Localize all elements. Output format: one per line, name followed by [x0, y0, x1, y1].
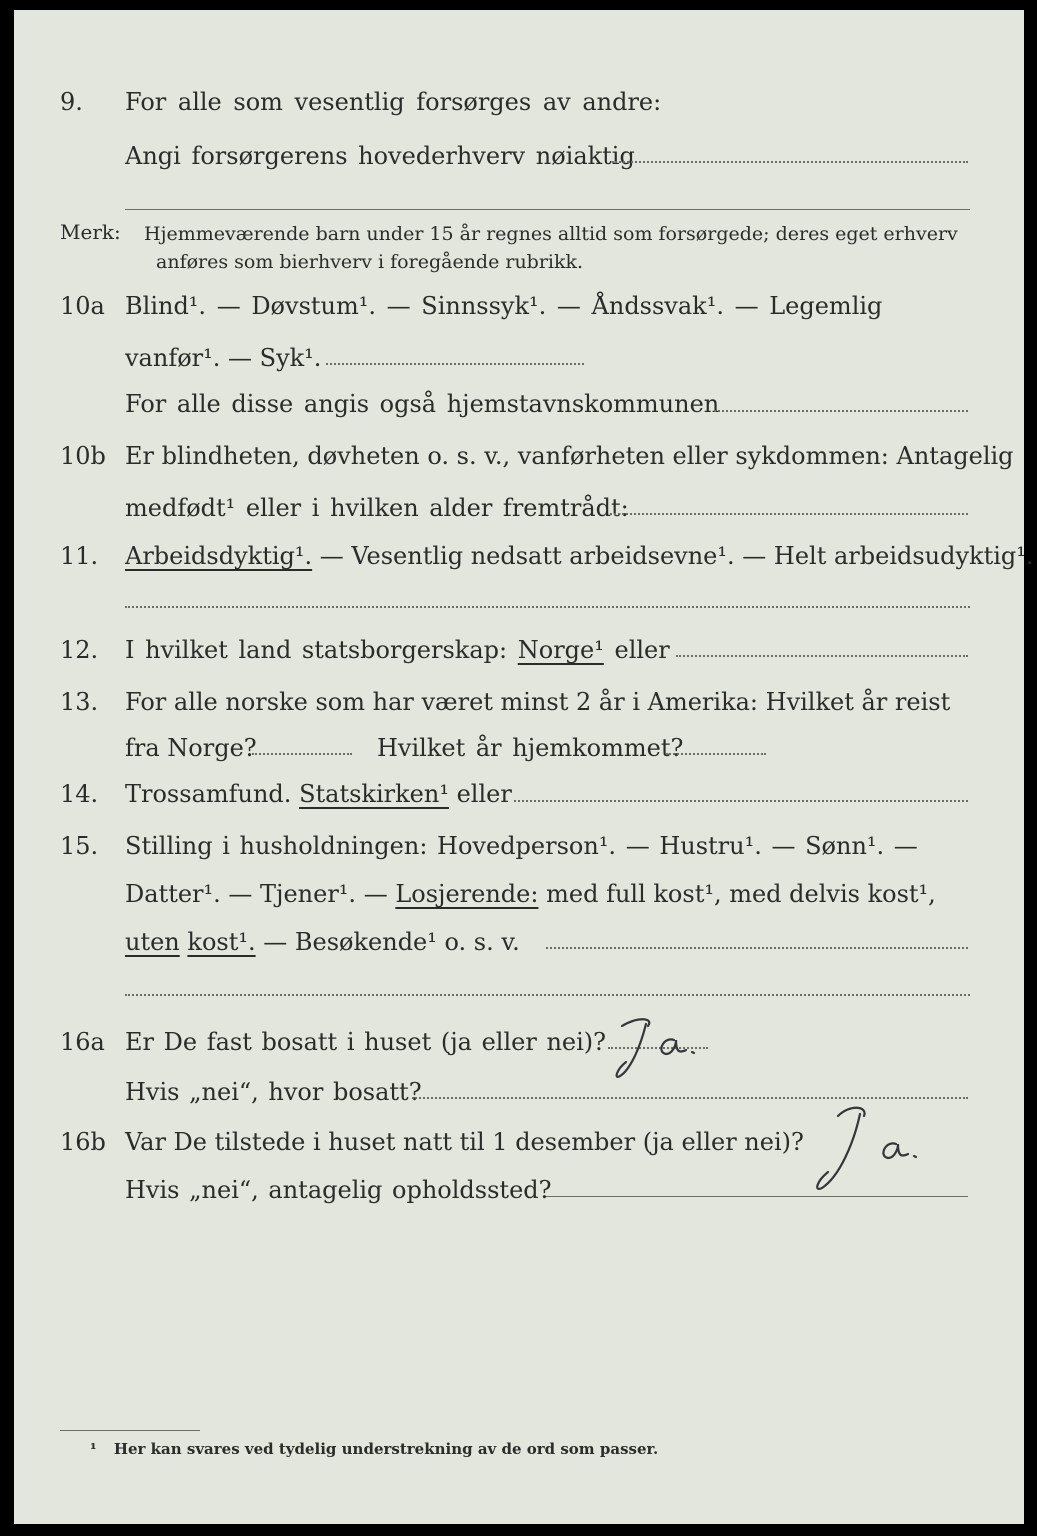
- question-14-line: [125, 780, 512, 808]
- question-15-line-2c: med full kost¹, med delvis kost¹,: [546, 880, 936, 908]
- question-16b-line-1: Var De tilstede i huset natt til 1 desember (ja eller nei)?: [125, 1128, 804, 1156]
- question-16b-answer-line: [546, 1196, 968, 1197]
- question-11-number: 11.: [60, 542, 99, 570]
- merk-text-line-1: Hjemmeværende barn under 15 år regnes alltid som forsørgede; deres eget erhverv: [144, 223, 958, 245]
- footnote: [90, 1440, 658, 1458]
- census-form-page: [14, 10, 1034, 1524]
- question-15-line-2a: Datter¹. — Tjener¹. —: [125, 880, 388, 908]
- question-16b-number: 16b: [60, 1128, 106, 1156]
- question-16a-number: 16a: [60, 1028, 105, 1056]
- question-9-divider: [125, 209, 970, 210]
- question-14-text: Trossamfund.: [125, 780, 292, 808]
- question-14-eller: eller: [456, 780, 512, 808]
- footnote-rule: [60, 1430, 200, 1431]
- question-13-line-2b: Hvilket år hjemkommet?: [377, 734, 684, 762]
- question-10b-answer-line: [610, 513, 968, 515]
- question-9-answer-line: [612, 161, 968, 163]
- question-12-text: I hvilket land statsborgerskap:: [125, 636, 508, 664]
- question-13-line-2a: fra Norge?: [125, 734, 257, 762]
- question-11-options: [125, 542, 1034, 570]
- question-12-number: 12.: [60, 636, 99, 664]
- question-9-line-2: Angi forsørgerens hovederhverv nøiaktig: [125, 142, 635, 170]
- question-15-line-2: [125, 880, 936, 908]
- question-15-line-3c: — Besøkende¹ o. s. v.: [263, 928, 520, 956]
- option-uten: uten: [125, 928, 180, 956]
- footnote-mark: ¹: [90, 1440, 97, 1458]
- question-10b-line-2: medfødt¹ eller i hvilken alder fremtrådt:: [125, 494, 629, 522]
- question-10a-line-2: vanfør¹. — Syk¹.: [125, 344, 322, 372]
- question-13-hjemkommet-line: [666, 753, 766, 755]
- question-13-line-1: For alle norske som har været minst 2 år i Amerika: Hvilket år reist: [125, 688, 951, 716]
- question-10a-answer-line: [326, 363, 584, 365]
- option-statskirken: Statskirken¹: [299, 780, 449, 808]
- question-9-number: 9.: [60, 88, 83, 116]
- question-10a-line-1: Blind¹. — Døvstum¹. — Sinnssyk¹. — Åndssvak¹. — Legemlig: [125, 292, 883, 320]
- question-15-line-3: [125, 928, 520, 956]
- question-12-line: [125, 636, 670, 664]
- option-norge: Norge¹: [517, 636, 604, 664]
- question-11-answer-line: [125, 606, 970, 608]
- question-14-answer-line: [514, 800, 968, 802]
- question-11-rest: — Vesentlig nedsatt arbeidsevne¹. — Helt arbeidsudyktig¹.: [319, 542, 1034, 570]
- footnote-text: Her kan svares ved tydelig understrekning av de ord som passer.: [113, 1440, 659, 1458]
- question-10b-number: 10b: [60, 442, 106, 470]
- question-12-eller: eller: [614, 636, 670, 664]
- question-13-reist-line: [252, 753, 352, 755]
- merk-label: Merk:: [60, 220, 121, 244]
- handwritten-answer-16b: [810, 1098, 930, 1198]
- question-16b-line-2: Hvis „nei“, antagelig opholdssted?: [125, 1176, 552, 1204]
- question-16a-line-1: Er De fast bosatt i huset (ja eller nei)?: [125, 1028, 607, 1056]
- question-14-number: 14.: [60, 780, 99, 808]
- question-15-answer-line: [546, 947, 968, 949]
- option-losjerende: Losjerende:: [395, 880, 539, 908]
- question-16a-line-2: Hvis „nei“, hvor bosatt?: [125, 1078, 422, 1106]
- question-10a-hjemstavn-line: [714, 410, 968, 412]
- question-9-line-1: For alle som vesentlig forsørges av andre:: [125, 88, 662, 116]
- merk-text-line-2: anføres som bierhverv i foregående rubrikk.: [156, 251, 584, 273]
- question-10a-number: 10a: [60, 292, 105, 320]
- question-15-extra-line: [125, 994, 970, 996]
- question-15-line-1: Stilling i husholdningen: Hovedperson¹. — Hustru¹. — Sønn¹. —: [125, 832, 918, 860]
- question-12-answer-line: [676, 655, 968, 657]
- question-10b-line-1: Er blindheten, døvheten o. s. v., vanførheten eller sykdommen: Antagelig: [125, 442, 1014, 470]
- option-arbeidsdyktig: Arbeidsdyktig¹.: [125, 542, 313, 570]
- question-10a-line-3: For alle disse angis også hjemstavnskommunen: [125, 390, 720, 418]
- option-kost: kost¹.: [187, 928, 256, 956]
- question-13-number: 13.: [60, 688, 99, 716]
- question-15-number: 15.: [60, 832, 99, 860]
- handwritten-answer-16a: [612, 1008, 722, 1088]
